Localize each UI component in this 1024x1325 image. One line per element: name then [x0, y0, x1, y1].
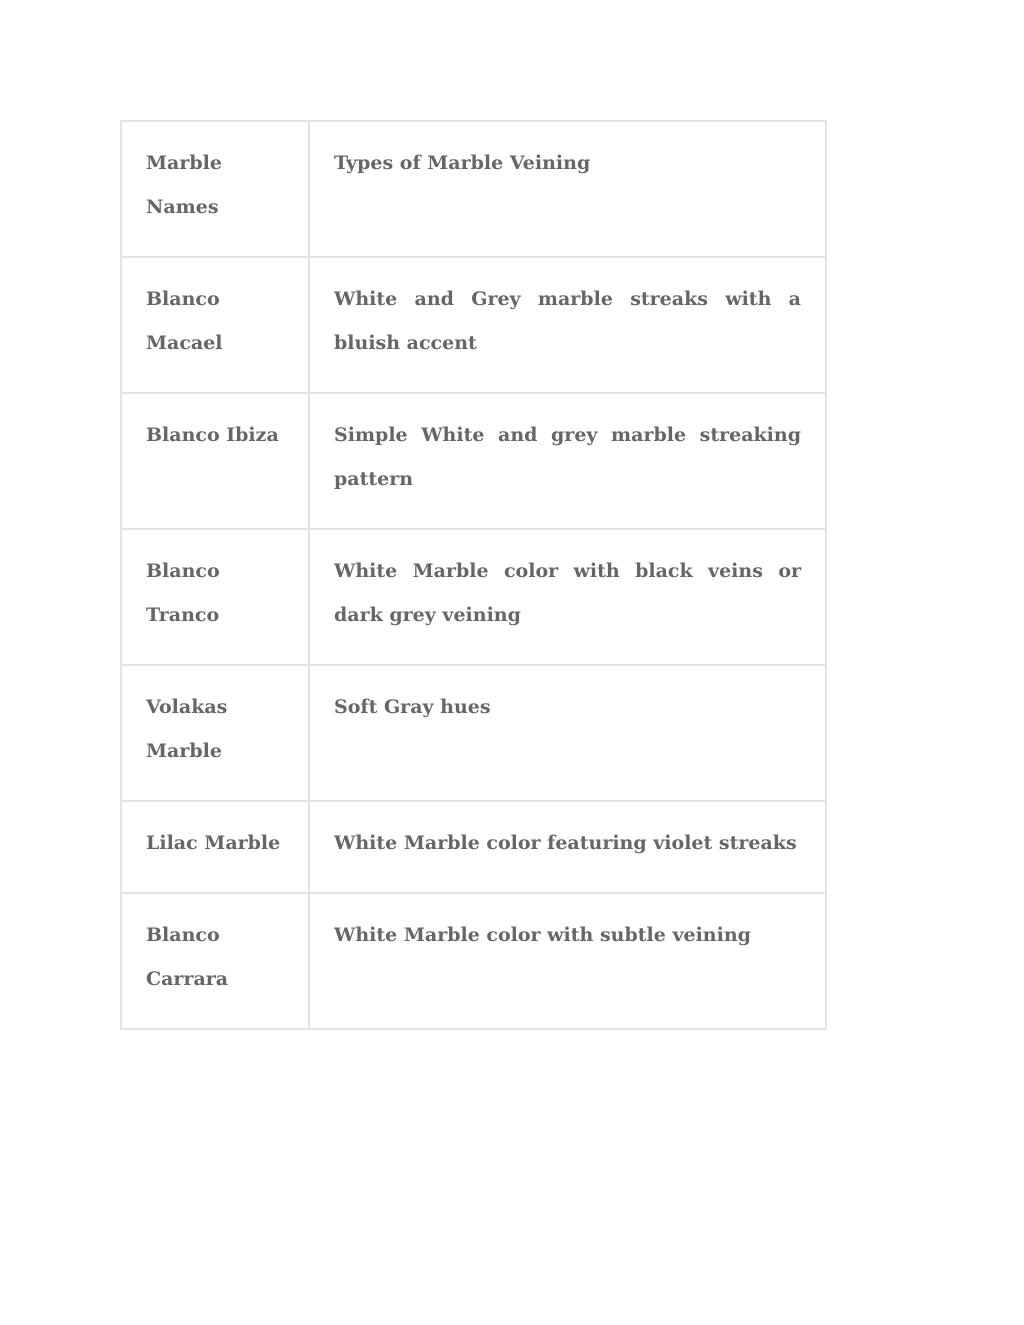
veining-description-cell: White Marble color featuring violet streaks	[309, 801, 826, 893]
table-header-row	[121, 121, 826, 257]
marble-veining-table	[120, 120, 827, 1030]
veining-description-cell: White Marble color with subtle veining	[309, 893, 826, 1029]
marble-name-cell: Lilac Marble	[121, 801, 309, 893]
table-row	[121, 393, 826, 529]
table-row	[121, 893, 826, 1029]
marble-name-cell: Blanco Ibiza	[121, 393, 309, 529]
header-cell-marble-names: Marble Names	[121, 121, 309, 257]
table-row	[121, 529, 826, 665]
marble-name-cell: Volakas Marble	[121, 665, 309, 801]
veining-description-cell: White and Grey marble streaks with a bluish accent	[309, 257, 826, 393]
marble-name-cell: Blanco Tranco	[121, 529, 309, 665]
header-cell-veining-types: Types of Marble Veining	[309, 121, 826, 257]
veining-description-cell: White Marble color with black veins or dark grey veining	[309, 529, 826, 665]
marble-name-cell: Blanco Macael	[121, 257, 309, 393]
table-row	[121, 801, 826, 893]
table-row	[121, 257, 826, 393]
table-row	[121, 665, 826, 801]
veining-description-cell: Simple White and grey marble streaking pattern	[309, 393, 826, 529]
marble-veining-table-container	[120, 120, 825, 1030]
veining-description-cell: Soft Gray hues	[309, 665, 826, 801]
marble-name-cell: Blanco Carrara	[121, 893, 309, 1029]
